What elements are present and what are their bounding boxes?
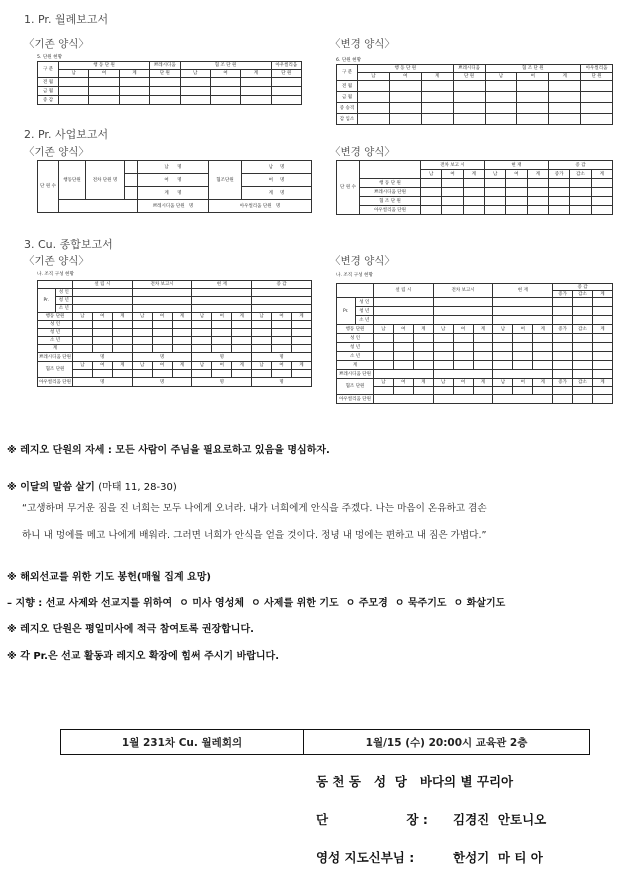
section-1-new-label: 〈변경 양식〉 [330,38,395,50]
section-1-old-label: 〈기존 양식〉 [24,38,89,50]
meeting-title: 1월 231차 Cu. 월레회의 [61,730,304,755]
note-weekday-mass: ※ 레지오 단원은 평일미사에 적극 참여토록 권장합니다. [7,624,254,635]
report-form-table-new-3: 설 립 시 전차 보고시 현 재 증 감 증가 감소 계 Pr. 성 인 청 년 소 년 행동 단원 남 여 계 남 여 계 남 여 계 증가 감소 계 성 인 청 년 소 년 계 쁘레시디움 단원 협조 단원 남 여 계 남 여 계 남 여 계 증가 감소 계 아우씰리움 단원 [336,283,613,404]
meeting-datetime-place: 1월/15 (수) 20:00시 교육관 2층 [304,730,590,755]
word-reference: (마태 11, 28-30) [98,482,177,493]
footer-director-name: 한성기 마 티 아 [453,850,543,865]
footer-director-label: 영성 지도신부님 : [316,850,415,865]
quote-line-2: 하니 내 멍에를 메고 나에게 배워라. 그러면 너희가 안식을 얻을 것이다. 정녕 내 멍에는 편하고 내 짐은 가볍다.” [22,530,487,541]
t2-caption: 6. 단원 현황 [336,58,362,63]
note-intention: – 지향 : 선교 사제와 선교지를 위하여 ㅇ 미사 영성체 ㅇ 사제를 위한 기도 ㅇ 주모경 ㅇ 묵주기도 ㅇ 화살기도 [7,598,506,609]
section-1-title: 1. Pr. 월례보고서 [24,13,109,26]
footer-church: 동 천 동 성 당 바다의 별 꾸리아 [316,774,514,789]
section-2-title: 2. Pr. 사업보고서 [24,128,109,141]
meeting-box [60,729,590,755]
quote-line-1: “고생하며 무거운 짐을 진 너희는 모두 나에게 오너라. 내가 너희에게 안식을 주겠다. 나는 마음이 온유하고 겸손 [22,503,487,514]
note-mission: ※ 각 Pr.은 선교 활동과 레지오 확장에 힘써 주시기 바랍니다. [7,651,280,662]
note-word [7,478,177,493]
note-prayer: ※ 해외선교를 위한 기도 봉헌(매월 집계 요망) [7,572,211,583]
report-form-table-old-2: 단 원 수 행동단원 전차 단원 명 남 명 협조단원 남 명 여 명 여 명 계 명 계 명 쁘레시디움 단원 명 아우씰리움 단원 명 [37,160,312,213]
section-3-old-label: 〈기존 양식〉 [24,255,89,267]
section-2-new-label: 〈변경 양식〉 [330,146,395,158]
footer-leader-label: 단 장 : [316,812,428,827]
section-3-new-label: 〈변경 양식〉 [330,255,395,267]
t1-caption: 5. 단원 현황 [37,55,63,60]
note-attitude: ※ 레지오 단원의 자세 : 모든 사람이 주님을 필요로하고 있음을 명심하자. [7,445,330,456]
report-form-table-old-1: 구 분 행 동 단 원 쁘레시디움 협 조 단 원 아우씰리움 남 여 계 단 원 남 여 계 단 원 전 월 금 월 증 감 [37,61,302,105]
report-form-table-new-1: 구 분 행 동 단 원 쁘레시디움 협 조 단 원 아우씰리움 남 여 계 단 원 남 여 계 단 원 전 월 금 월 증 승격 감 입소 [336,64,613,125]
t6-caption: 나. 조직 구성 현황 [336,273,373,278]
t5-caption: 나. 조직 구성 현황 [37,272,74,277]
report-form-table-new-2: 단 원 수 전차 보고 시 현 재 증 감 남 여 계 남 여 계 증가 감소 계 행 동 단 원 쁘레시디움 단원 협 조 단 원 아우씰리움 단원 [336,160,613,215]
section-3-title: 3. Cu. 종합보고서 [24,238,113,251]
word-title: ※ 이달의 말씀 살기 [7,482,95,493]
footer-leader-name: 김경진 안토니오 [453,812,547,827]
section-2-old-label: 〈기존 양식〉 [24,146,89,158]
report-form-table-old-3: 설 립 시 전차 보고시 현 재 증 감 Pr. 성 인 청 년 소 년 행동 단원 남 여 계 남 여 계 남 여 계 남 여 계 성 인 청 년 소 년 계 쁘레시디움 단원 명 명 명 명 협조 단원 남 여 계 남 여 계 남 여 계 남 여 계 아우씰리움 단원 명 명 명 명 [37,280,312,387]
